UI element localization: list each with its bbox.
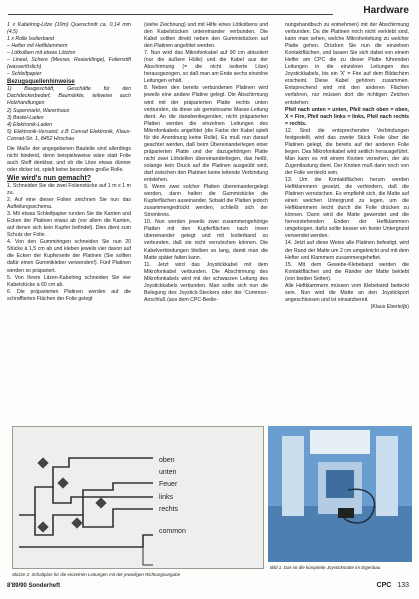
header-rule bbox=[8, 14, 333, 15]
sources-heading: Bezugsquellenhinweise bbox=[7, 79, 75, 86]
issue-label: 8'89/90 Sonderheft bbox=[7, 583, 61, 589]
label-common: common bbox=[159, 528, 186, 536]
intro-paragraph: Die Maße der angegebenen Bauteile sind allerdings nicht bindend, denn beispielsweise wäre statt Folie auch Stoff denkbar, und ob die Litze etwas dünner oder dicker ist, spielt keine besondere große Rolle. bbox=[7, 145, 131, 173]
step-paragraph: 1. Schneiden Sie die zwei Folienstücke auf 1 m x 1 m zu. bbox=[7, 182, 131, 196]
step-paragraph: 4. Von den Gummiringen schneiden Sie nun 20 Stücke à 1,5 cm ab und kleben jeweils vier davon auf die Ecken der Kupferseite der Platinen (Sie sollten dafür einen Gummikleber verwenden!). Fünf Platinen werden so präpariert. bbox=[7, 239, 131, 274]
page-footer bbox=[377, 582, 409, 589]
joystick-mat-photo bbox=[268, 426, 412, 562]
figure-caption: Skizze 2: Schaltplan für die einzelnen Leitungen mit der jeweiligen Richtungsangabe bbox=[12, 572, 181, 577]
direction-mapping: Pfeil nach unten = unten, Pfeil nach oben = oben, X = Fire, Pfeil nach links = links, Pfeil nach rechts = rechts. bbox=[285, 106, 409, 127]
body-paragraph: nungshandbuch zu entnehmen) mit der Abschirmung verbunden. Da die Platinen noch nicht verklebt sind, kann man sehen, welche Mikrofonleitung zu welcher Platte gehen. Drücken Sie nun die einzelnen Kontaktflächen, und lassen Sie sich dabei von einem Helfer am CPC die zu dieser Platte führenden Leitungen in die einzelnen Leitungen des Joystickkabels, bis ein 'X' = Fire auf dem Bildschirm erscheint. Diese Kabel gehören zusammen. Entsprechend wird mit den anderen Flächen verfahren, nur müssen dort die richtigen Zeichen entstehen: bbox=[285, 22, 409, 106]
wire-labels bbox=[159, 455, 186, 538]
page-header bbox=[0, 0, 419, 22]
step-paragraph: 5. Von Ihrem Litzen-Kabelring schneiden Sie vier Kabelstücke à 60 cm ab. bbox=[7, 274, 131, 288]
body-paragraph: 15. Mit dem Gewebe-Klebeband werden die Kontaktflächen und die Ränder der Matte beklebt (von beiden Seiten). bbox=[285, 261, 409, 282]
photo-illustration bbox=[268, 426, 412, 562]
wiring-diagram bbox=[12, 426, 264, 569]
label-oben: oben bbox=[159, 457, 175, 464]
list-item: 1 x Kabelring-Litze (10m) Querschnitt ca. 0,14 mm (4,5) bbox=[7, 22, 131, 36]
label-unten: unten bbox=[159, 469, 177, 477]
label-links: links bbox=[159, 493, 174, 501]
column-2 bbox=[144, 22, 268, 304]
how-to-heading: Wie wird's nun gemacht? bbox=[7, 174, 92, 182]
list-item: 1 x Rolle Isolierband bbox=[7, 36, 55, 43]
list-item: 3) Bastel-Laden bbox=[7, 114, 44, 121]
list-item: – Lineal, Schere (Messer, Rasierklinge), Folienstift (wasserlöslich) bbox=[7, 57, 131, 71]
body-paragraph: (siehe Zeichnung) und mit Hilfe eines Lötkolbens und den Kabelstücken untereinander verbunden. Die Kabel sollten direkt neben den Gummistücken auf den Platinen angelötet werden. bbox=[144, 22, 268, 50]
list-item: 5) Elektronik-Versand, z.B Conrad Elektronik, Klaus-Conrad-Str. 1, 8452 Hirschau bbox=[7, 128, 131, 142]
body-paragraph: 7. Nun wird das Mikrofonkabel auf 90 cm abisoliert (nur die äußere Hülle) und die Kabel aus der Abschirmung (= die nicht isolierte Litze) herausgezogen, so daß man am Ende sechs einzelne Leitungen erhält. bbox=[144, 50, 269, 85]
body-paragraph: 11. Jetzt wird das Joystickkabel mit dem Mikrofonkabel verbunden. Die Abschirmung des Mikrofonkabels wird mit der schwarzen Leitung des Joystickkabels verbunden. Man sollte sich nun die Belegung des Joystick-Steckers oder der 'Common-Anschluß (aus dem CPC-Bedie- bbox=[144, 261, 268, 303]
step-paragraph: 6. Die präparierten Platinen werden auf die schraffierten Flächen der Folie gelegt bbox=[7, 288, 131, 302]
photo-caption: Bild 1. Das ist die komplette Joystickmatte im Eigenbau bbox=[270, 565, 381, 570]
step-paragraph: 2. Auf eine dieser Folien zeichnen Sie nun das Aufteilungsschema. bbox=[7, 197, 131, 211]
sources-list bbox=[7, 86, 131, 142]
step-paragraph: 3. Mit etwas Schleifpapier runden Sie die Kanten und Ecken der Platinen etwas ab (vor allem die Kanten, auf denen sich kein Kupfer befindet). Dies dient zum Schutz der Folie. bbox=[7, 211, 131, 239]
list-item: – Hefter mit Heftklammern bbox=[7, 43, 68, 50]
wiring-schematic bbox=[13, 427, 263, 568]
body-paragraph: 14. Jetzt auf diese Weise alle Platinen befestigt, wird der Rand der Matte um 2 cm umgeknickt und mit dem Hefter und Klammern zusammengeheftet. bbox=[285, 240, 409, 261]
list-item: 4) Elektronik-Laden bbox=[7, 121, 52, 128]
list-item: 2) Supermarkt, Warenhaus bbox=[7, 107, 70, 114]
body-paragraph: 8. Neben den bereits verbundenen Platinen wird jeweils eine andere Platine gelegt. Die Abschirmung wird mit der präparierten Platte rechts unten verbunden, da diese als gemeinsame Masse-Leitung dient. An die danebenliegenden, nicht präparierten Platten werden die einzelnen Leitungen des Mikrofonkabels angelötet (die Farbe der Kabel spielt für die Anordnung keine Rolle). Es muß nun darauf geachtet werden, daß beim Übereinanderlegen einer präparierten Platte und der dazugehörigen Platte nicht zwei Lötstellen übereinanderliegen, das heißt, solange kein Druck auf die Platinen ausgeübt wird, darf zwischen den Platinen keine leitende Verbindung entstehen. bbox=[144, 85, 268, 184]
label-rechts: rechts bbox=[159, 505, 179, 513]
parts-list bbox=[7, 22, 131, 78]
list-item: 1) Baugeschäft, Geschäfte für den Dachdeckerbedarf, Baumärkte, teilweise auch Holzhandlungen bbox=[7, 86, 131, 107]
column-1 bbox=[7, 22, 131, 303]
page-number: 133 bbox=[397, 582, 409, 589]
author-signature: (Klaus Eberle/jb) bbox=[370, 303, 409, 310]
body-paragraph: Alle Heftklammern müssen vom Klebeband bedeckt sein. Nun wird die Matte an den Joystickport angeschlossen und ist einsatzbereit. bbox=[285, 282, 409, 303]
column-3 bbox=[285, 22, 409, 311]
list-item: – Lötkolben mit etwas Lötzinn bbox=[7, 50, 76, 57]
magazine-brand: CPC bbox=[376, 582, 392, 589]
list-item: – Schleifpapier bbox=[7, 71, 42, 78]
label-feuer: Feuer bbox=[159, 481, 178, 489]
body-paragraph: 9. Wenn zwei solcher Platten übereinandergelegt werden, dann halten die Gummistücke die Kupferflächen auseinander. Sobald die Platten jedoch zusammengedrückt werden, schließt sich der Stromkreis. bbox=[144, 184, 268, 219]
section-title: Hardware bbox=[363, 5, 409, 16]
body-paragraph: 10. Nun werden jeweils zwei zusammengehörige Platten mit den Kupferflächen nach innen übereinander gelegt und mit Isolierband so verbunden, daß sie nicht verrutschen können. Die Kabelverbindungen bleiben so lang, damit man die Matte später falten kann. bbox=[144, 219, 268, 261]
body-paragraph: 13. Um die Kontaktflächen herum werden Heftklammern gesetzt, die verhindern, daß die Platinen verrutschen. Es empfiehlt sich, die Matte auf einen weichen Untergrund zu legen, um die Heftklammern leicht durch die Folie drücken zu können. Dann wird die Matte gewendet und die hervorstehenden Enden der Heftklammern umgebogen, dafür sollte besser ein fester Untergrund verwendet werden. bbox=[285, 177, 409, 240]
body-paragraph: 12. Sind die entsprechenden Verbindungen festgestellt, wird das zweite Stück Folie über die Platinen gelegt, die bereits auf der anderen Folie liegen. Das Mikrofonkabel wird seitlich herausgeführt. Man kann es mit einem Knoten versehen, der als Zugentlastung dient. Der Knoten muß dann noch von der Folie verdeckt sein. bbox=[285, 127, 409, 176]
